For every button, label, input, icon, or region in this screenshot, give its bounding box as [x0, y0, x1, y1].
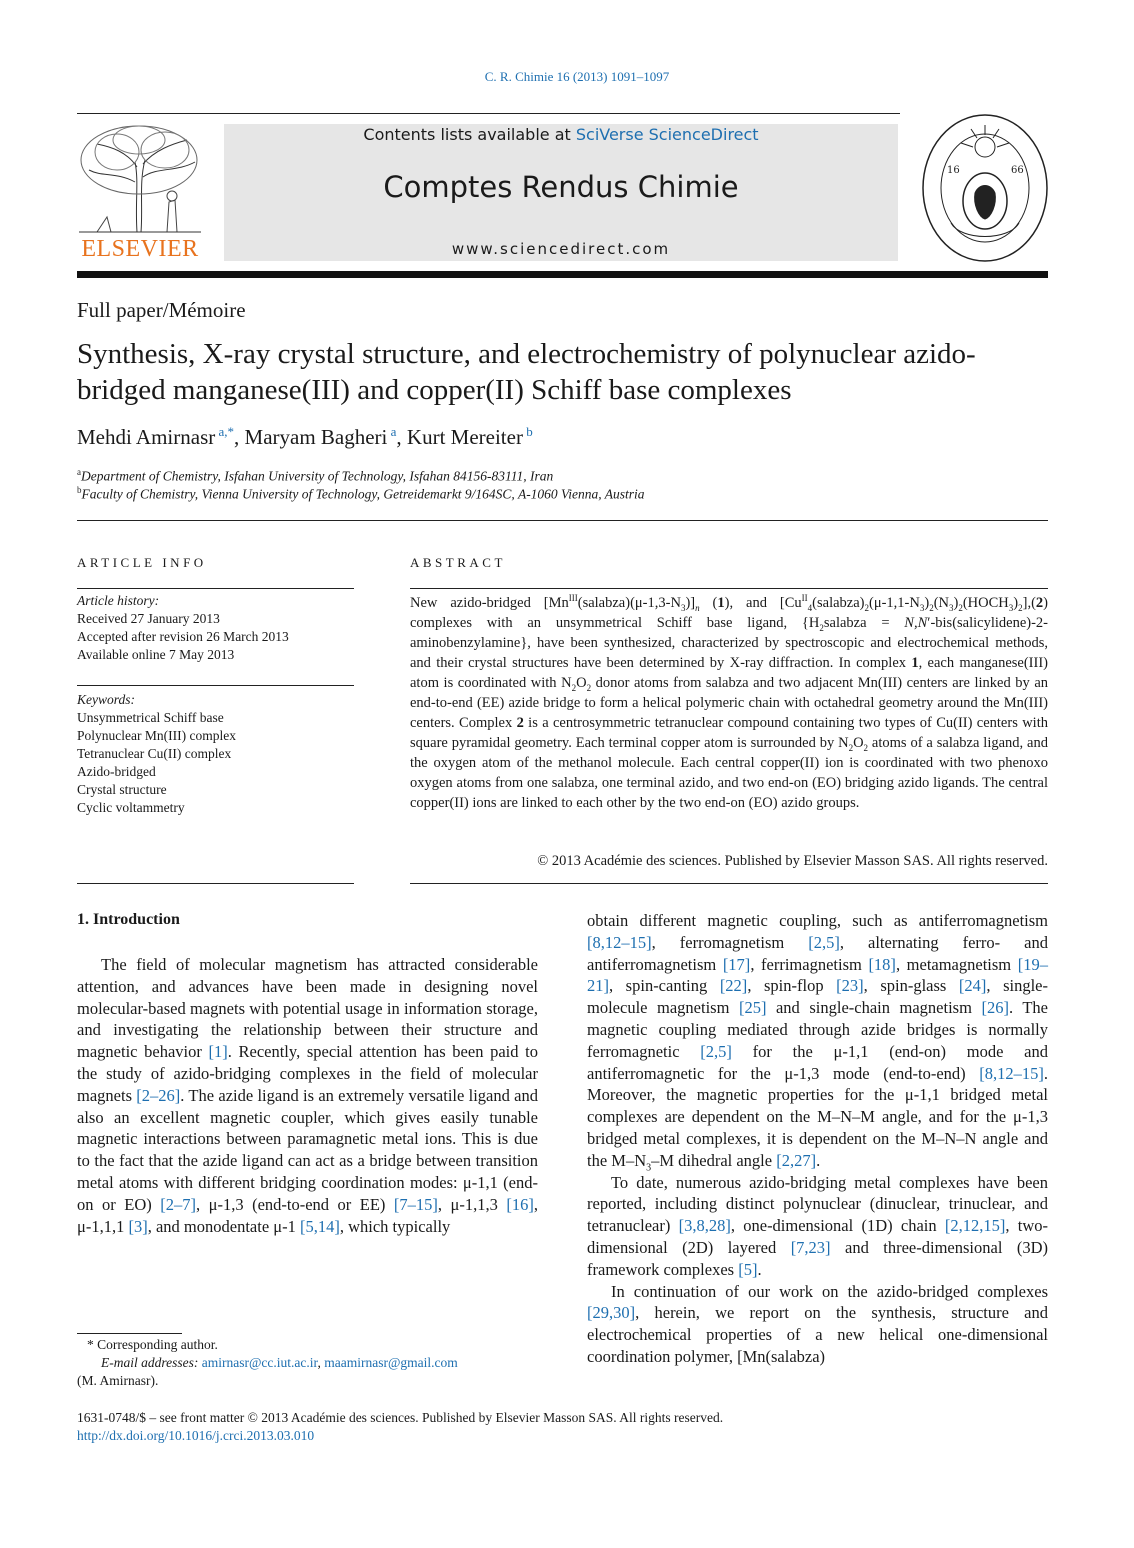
intro-paragraph: In continuation of our work on the azido-bridged complexes [29,30], herein, we report on the synthesis, structure and electrochemical properties of a new helical one-dimensional coordination polymer, [Mn(salabza): [587, 1281, 1048, 1366]
info-rule: [77, 883, 354, 884]
sciencedirect-link[interactable]: SciVerse ScienceDirect: [575, 125, 759, 144]
intro-paragraph: To date, numerous azido-bridging metal complexes have been reported, including distinct polynuclear (dinuclear, trinuclear, and tetranuclear) [3,8,28], one-dimensional (1D) chain [2,12,15], two-dimensional (2D) layered [7,23] and three-dimensional (3D) framework complexes [5].: [587, 1172, 1048, 1279]
keyword-item: Tetranuclear Cu(II) complex: [77, 746, 232, 761]
body-column-right: [587, 910, 1048, 1368]
abstract-rule: [410, 588, 1048, 589]
history-item: Received 27 January 2013: [77, 611, 220, 626]
article-history: [77, 592, 354, 664]
front-matter-note: 1631-0748/$ – see front matter © 2013 Académie des sciences. Published by Elsevier Masson SAS. All rights reserved.: [77, 1410, 724, 1425]
keyword-item: Azido-bridged: [77, 764, 156, 779]
history-item: Accepted after revision 26 March 2013: [77, 629, 289, 644]
contents-line: [224, 125, 898, 144]
section-rule: [77, 520, 1048, 521]
paper-title: Synthesis, X-ray crystal structure, and electrochemistry of polynuclear azido-bridged manganese(III) and copper(II) Schiff base complexes: [77, 338, 976, 406]
citation-link[interactable]: [8,12–15]: [587, 932, 652, 952]
affiliation-a: $^a$Department of Chemistry, Isfahan University of Technology, Isfahan 84156-83111, Iran: [77, 467, 554, 484]
header-bottom-rule: [77, 271, 1048, 278]
citation-link[interactable]: [2,5]: [808, 932, 840, 952]
citation-link[interactable]: [8,12–15]: [979, 1063, 1044, 1083]
author-marks[interactable]: a,*: [218, 424, 235, 439]
abstract-rule: [410, 883, 1048, 884]
email-owner: (M. Amirnasr).: [77, 1373, 159, 1388]
svg-text:66: 66: [1011, 165, 1024, 176]
history-label: Article history:: [77, 593, 160, 608]
author-marks[interactable]: a: [390, 424, 397, 439]
citation-link[interactable]: [7–15]: [393, 1194, 438, 1214]
citation-link[interactable]: [2,12,15]: [944, 1216, 1006, 1236]
author-list: Mehdi Amirnasr $^{a,*}$, Maryam Bagheri $^a$, Kurt Mereiter $^b$: [77, 424, 533, 449]
citation-link[interactable]: [3]: [128, 1216, 148, 1236]
info-rule: [77, 588, 354, 589]
citation-link[interactable]: [29,30]: [587, 1303, 636, 1323]
abstract-body: New azido-bridged $[Mn^{III}(salabza)(\mu-1,3-N_3)]_n$ (1), and $[Cu^{II}_4(salabza)_2(\mu-1,1-N_3)_2(N_3)_2(HOCH_3)_2],(2)$ complexes with an unsymmetrical Schiff base ligand, {$H_2salabza$ = N,N′-bis(salicylidene)-2-aminobenzylamine}, have been synthesized, characterized by spectroscopic and electrochemical methods, and their crystal structures have been determined by X-ray diffraction. In complex 1, each manganese(III) atom is coordinated with $N_2O_2$ donor atoms from salabza and two adjacent Mn(III) centers are linked by an end-to-end (EE) azide bridge to form a helical polymeric chain with octahedral geometry around the Mn(III) centers. Complex 2 is a centrosymmetric tetranuclear compound containing two types of Cu(II) centers with square pyramidal geometry. Each terminal copper atom is surrounded by $N_2O_2$ atoms of a salabza ligand, and the oxygen atom of the methanol molecule. Each central copper(II) ion is coordinated with two phenoxo oxygen atoms from one salabza, one terminal azido, and two end-on (EO) bridging azido ligands. The central copper(II) ions are linked to each other by the two end-on (EO) azido groups.: [410, 593, 1049, 811]
citation-link[interactable]: [7,23]: [790, 1237, 831, 1257]
abstract-copyright: © 2013 Académie des sciences. Published by Elsevier Masson SAS. All rights reserved.: [537, 853, 1048, 869]
email-label: E-mail addresses:: [101, 1355, 199, 1370]
citation-link[interactable]: [2,27]: [776, 1150, 817, 1170]
citation-link[interactable]: [2–26]: [136, 1085, 181, 1105]
citation-link[interactable]: [3,8,28]: [678, 1216, 731, 1236]
footnote-rule: [77, 1333, 182, 1334]
citation-link[interactable]: [26]: [981, 998, 1009, 1018]
keyword-item: Polynuclear Mn(III) complex: [77, 728, 236, 743]
keyword-item: Unsymmetrical Schiff base: [77, 710, 224, 725]
citation-link[interactable]: [23]: [836, 976, 864, 996]
citation-link[interactable]: [22]: [719, 976, 748, 996]
citation-link[interactable]: [17]: [722, 954, 751, 974]
doi-link[interactable]: http://dx.doi.org/10.1016/j.crci.2013.03.010: [77, 1428, 315, 1443]
affiliation-b: $^b$Faculty of Chemistry, Vienna University of Technology, Getreidemarkt 9/164SC, A-1060 Vienna, Austria: [77, 485, 645, 502]
keyword-item: Cyclic voltammetry: [77, 800, 185, 815]
citation-link[interactable]: [18]: [868, 954, 896, 974]
citation-link[interactable]: [16]: [506, 1194, 534, 1214]
academie-seal-icon: [921, 113, 1049, 263]
article-info-heading: ARTICLE INFO: [77, 555, 207, 570]
header-top-rule: [77, 113, 900, 114]
journal-reference[interactable]: C. R. Chimie 16 (2013) 1091–1097: [484, 69, 670, 84]
citation-link[interactable]: [19–21]: [587, 954, 1048, 996]
author-name: Mehdi Amirnasr: [77, 425, 216, 449]
author-name: Maryam Bagheri: [244, 425, 388, 449]
elsevier-wordmark: ELSEVIER: [81, 236, 199, 262]
citation-link[interactable]: [24]: [958, 976, 987, 996]
keyword-item: Crystal structure: [77, 782, 167, 797]
journal-name: Comptes Rendus Chimie: [383, 170, 739, 204]
citation-link[interactable]: [25]: [738, 998, 767, 1018]
author-marks[interactable]: b: [526, 424, 533, 439]
corresponding-author-note: * Corresponding author.: [87, 1337, 218, 1352]
citation-link[interactable]: [1]: [208, 1042, 228, 1062]
keywords: [77, 691, 354, 817]
abstract-heading: ABSTRACT: [410, 555, 506, 570]
citation-link[interactable]: [2–7]: [160, 1194, 196, 1214]
body-column-left: [77, 954, 538, 1237]
email-link[interactable]: maamirnasr@gmail.com: [324, 1355, 458, 1370]
citation-link[interactable]: [5]: [738, 1259, 758, 1279]
history-item: Available online 7 May 2013: [77, 647, 235, 662]
svg-text:16: 16: [947, 165, 960, 176]
email-link[interactable]: amirnasr@cc.iut.ac.ir: [201, 1355, 318, 1370]
journal-url[interactable]: www.sciencedirect.com: [451, 240, 671, 258]
author-name: Kurt Mereiter: [406, 425, 523, 449]
info-rule: [77, 685, 354, 686]
contents-prefix: Contents lists available at: [363, 125, 576, 144]
citation-link[interactable]: [5,14]: [299, 1216, 340, 1236]
paper-type: Full paper/Mémoire: [77, 298, 246, 322]
keywords-label: Keywords:: [77, 692, 135, 707]
intro-paragraph: obtain different magnetic coupling, such as antiferromagnetism [8,12–15], ferromagnetism [2,5], alternating ferro- and antiferromagnetism [17], ferrimagnetism [18], metamagnetism [19–21], spin-canting [22], spin-flop [23], spin-glass [24], single-molecule magnetism [25] and single-chain magnetism [26]. The magnetic coupling mediated through azide bridges is normally ferromagnetic [2,5] for the μ-1,1 (end-on) mode and antiferromagnetic for the μ-1,3 mode (end-to-end) [8,12–15]. Moreover, the magnetic properties for the μ-1,1 bridged metal complexes are dependent on the M–N–M angle, and for the μ-1,3 bridged metal complexes, it is dependent on the M–N–N angle and the $M-N_3-M$ dihedral angle [2,27].: [587, 911, 1049, 1174]
introduction-heading: 1. Introduction: [77, 911, 180, 928]
intro-paragraph: The field of molecular magnetism has attracted considerable attention, and advances have been made in designing novel molecular-based magnets with potential usage in information storage, and investigating the relationship between their structure and magnetic behavior [1]. Recently, special attention has been paid to the study of azido-bridging complexes in the field of molecular magnets [2–26]. The azide ligand is an extremely versatile ligand and also an excellent magnetic coupler, which gives easily tunable magnetic interactions between paramagnetic metal ions. This is due to the fact that the azide ligand can act as a bridge between transition metal atoms with different bridging coordination modes: μ-1,1 (end-on or EO) [2–7], μ-1,3 (end-to-end or EE) [7–15], μ-1,1,3 [16], μ-1,1,1 [3], and monodentate μ-1 [5,14], which typically: [77, 955, 539, 1236]
citation-link[interactable]: [2,5]: [700, 1041, 732, 1061]
footnote: * Corresponding author. E-mail addresses: amirnasr@cc.iut.ac.ir, maamirnasr@gmail.com (M. Amirnasr).: [77, 1336, 547, 1390]
